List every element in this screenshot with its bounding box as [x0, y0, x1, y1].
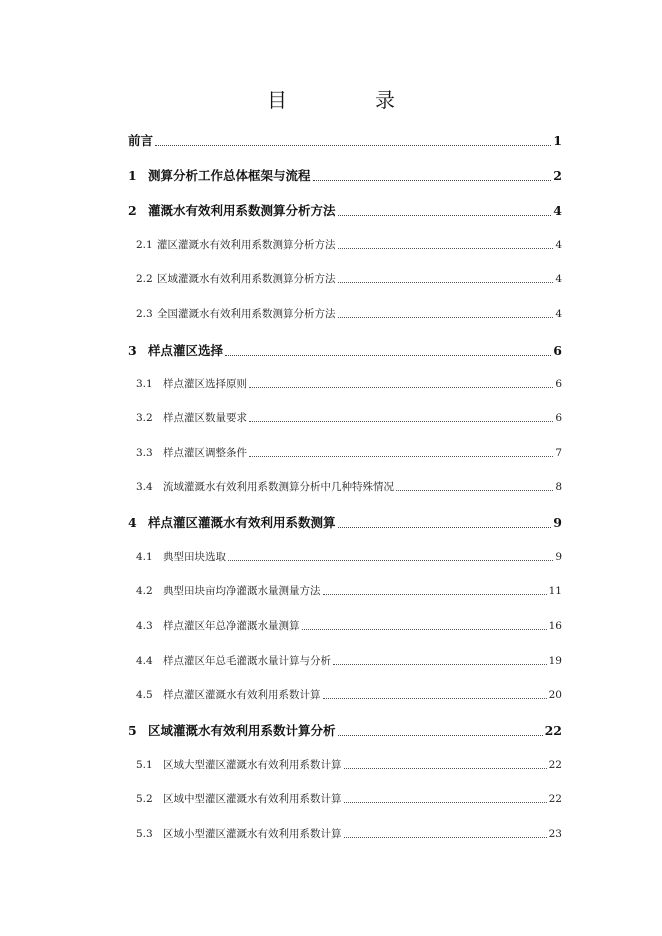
toc-title: 目 录 — [267, 88, 429, 112]
leader-dots — [228, 559, 553, 561]
toc-entry-page: 6 — [555, 378, 562, 390]
toc-entry-text: 区域灌溉水有效利用系数测算分析方法 — [157, 273, 336, 285]
toc-entry-page: 2 — [553, 168, 562, 183]
toc-entry[interactable] — [136, 306, 562, 321]
leader-dots — [396, 489, 553, 491]
toc-entry-number: 2 — [128, 203, 137, 218]
toc-entry[interactable] — [136, 653, 562, 668]
toc-entry[interactable] — [136, 237, 562, 252]
toc-entry-number: 3.2 — [136, 412, 153, 424]
toc-entry-text: 样点灌区选择原则 — [163, 378, 247, 390]
leader-dots — [249, 455, 553, 457]
toc-entry[interactable] — [128, 131, 562, 149]
toc-entry-number: 5.3 — [136, 828, 153, 840]
toc-entry-text: 样点灌区灌溉水有效利用系数测算 — [148, 515, 336, 530]
toc-entry-number: 1 — [128, 168, 137, 183]
toc-entry-page: 22 — [548, 759, 562, 771]
toc-entry[interactable] — [128, 341, 562, 359]
leader-dots — [225, 354, 551, 356]
toc-entry[interactable] — [136, 583, 562, 598]
toc-entry-page: 8 — [555, 481, 562, 493]
leader-dots — [344, 801, 547, 803]
toc-entry-page: 4 — [553, 203, 562, 218]
toc-entry-number: 2.1 — [136, 239, 153, 251]
toc-entry-text: 样点灌区选择 — [148, 343, 224, 358]
toc-entry[interactable] — [128, 201, 562, 219]
toc-entry-text: 区域灌溉水有效利用系数计算分析 — [148, 723, 336, 738]
toc-entry-page: 16 — [548, 620, 562, 632]
toc-entry-text: 灌溉水有效利用系数测算分析方法 — [148, 203, 336, 218]
toc-entry-text: 样点灌区数量要求 — [163, 412, 247, 424]
toc-entry-text: 样点灌区年总净灌溉水量测算 — [163, 620, 300, 632]
leader-dots — [249, 386, 553, 388]
toc-entry-text: 典型田块亩均净灌溉水量测量方法 — [163, 585, 321, 597]
toc-entry[interactable] — [136, 618, 562, 633]
toc-entry-page: 1 — [553, 133, 562, 148]
toc-entry[interactable] — [136, 271, 562, 286]
leader-dots — [155, 144, 551, 146]
toc-entry-page: 22 — [548, 793, 562, 805]
toc-entry-page: 9 — [553, 515, 562, 530]
leader-dots — [302, 628, 547, 630]
toc-entry[interactable] — [136, 479, 562, 494]
toc-entry-page: 4 — [555, 308, 562, 320]
toc-entry-page: 23 — [548, 828, 562, 840]
leader-dots — [249, 420, 553, 422]
leader-dots — [344, 836, 547, 838]
toc-entry-number: 4.3 — [136, 620, 153, 632]
toc-entry-number: 4.4 — [136, 655, 153, 667]
toc-entry-page: 9 — [555, 551, 562, 563]
toc-entry-page: 6 — [553, 343, 562, 358]
leader-dots — [338, 316, 554, 318]
toc-entry[interactable] — [136, 445, 562, 460]
toc-entry-number: 4.2 — [136, 585, 153, 597]
toc-entry[interactable] — [128, 166, 562, 184]
toc-entry-text: 灌区灌溉水有效利用系数测算分析方法 — [157, 239, 336, 251]
leader-dots — [333, 663, 547, 665]
leader-dots — [338, 526, 552, 528]
toc-entry[interactable] — [136, 826, 562, 841]
leader-dots — [338, 247, 554, 249]
toc-entry-text: 区域中型灌区灌溉水有效利用系数计算 — [163, 793, 342, 805]
toc-entry[interactable] — [136, 549, 562, 564]
leader-dots — [338, 281, 554, 283]
leader-dots — [323, 697, 547, 699]
toc-entry-text: 全国灌溉水有效利用系数测算分析方法 — [157, 308, 336, 320]
toc-entry[interactable] — [136, 791, 562, 806]
leader-dots — [323, 593, 547, 595]
toc-entry-number: 5.1 — [136, 759, 153, 771]
toc-entry-text: 流域灌溉水有效利用系数测算分析中几种特殊情况 — [163, 481, 394, 493]
toc-entry-text: 样点灌区调整条件 — [163, 447, 247, 459]
leader-dots — [338, 214, 552, 216]
toc-entry-text: 区域大型灌区灌溉水有效利用系数计算 — [163, 759, 342, 771]
toc-entry-page: 20 — [548, 689, 562, 701]
leader-dots — [338, 734, 543, 736]
toc-entry-number: 4.1 — [136, 551, 153, 563]
toc-entry-number: 3.1 — [136, 378, 153, 390]
toc-entry-page: 7 — [555, 447, 562, 459]
toc-entry-number: 3.4 — [136, 481, 153, 493]
toc-entry-number: 2.3 — [136, 308, 153, 320]
toc-entry-text: 测算分析工作总体框架与流程 — [148, 168, 311, 183]
toc-entry-page: 4 — [555, 239, 562, 251]
toc-entry-page: 22 — [544, 723, 562, 738]
leader-dots — [313, 179, 552, 181]
toc-entry-page: 11 — [548, 585, 562, 597]
toc-entry-text: 前言 — [128, 133, 154, 148]
toc-entry[interactable] — [136, 410, 562, 425]
toc-entry[interactable] — [136, 687, 562, 702]
toc-entry-page: 19 — [548, 655, 562, 667]
toc-entry[interactable] — [128, 721, 562, 739]
toc-entry-text: 区域小型灌区灌溉水有效利用系数计算 — [163, 828, 342, 840]
toc-entry[interactable] — [128, 513, 562, 531]
toc-entry-number: 5.2 — [136, 793, 153, 805]
toc-entry-number: 3 — [128, 343, 137, 358]
toc-entry-number: 3.3 — [136, 447, 153, 459]
toc-entry-number: 5 — [128, 723, 137, 738]
leader-dots — [344, 767, 547, 769]
toc-entry-text: 样点灌区灌溉水有效利用系数计算 — [163, 689, 321, 701]
toc-entry[interactable] — [136, 376, 562, 391]
toc-entry[interactable] — [136, 757, 562, 772]
toc-entry-page: 6 — [555, 412, 562, 424]
toc-entry-page: 4 — [555, 273, 562, 285]
toc-entry-number: 2.2 — [136, 273, 153, 285]
toc-entry-number: 4 — [128, 515, 137, 530]
toc-entry-number: 4.5 — [136, 689, 153, 701]
toc-entry-text: 样点灌区年总毛灌溉水量计算与分析 — [163, 655, 331, 667]
toc-entry-text: 典型田块选取 — [163, 551, 226, 563]
